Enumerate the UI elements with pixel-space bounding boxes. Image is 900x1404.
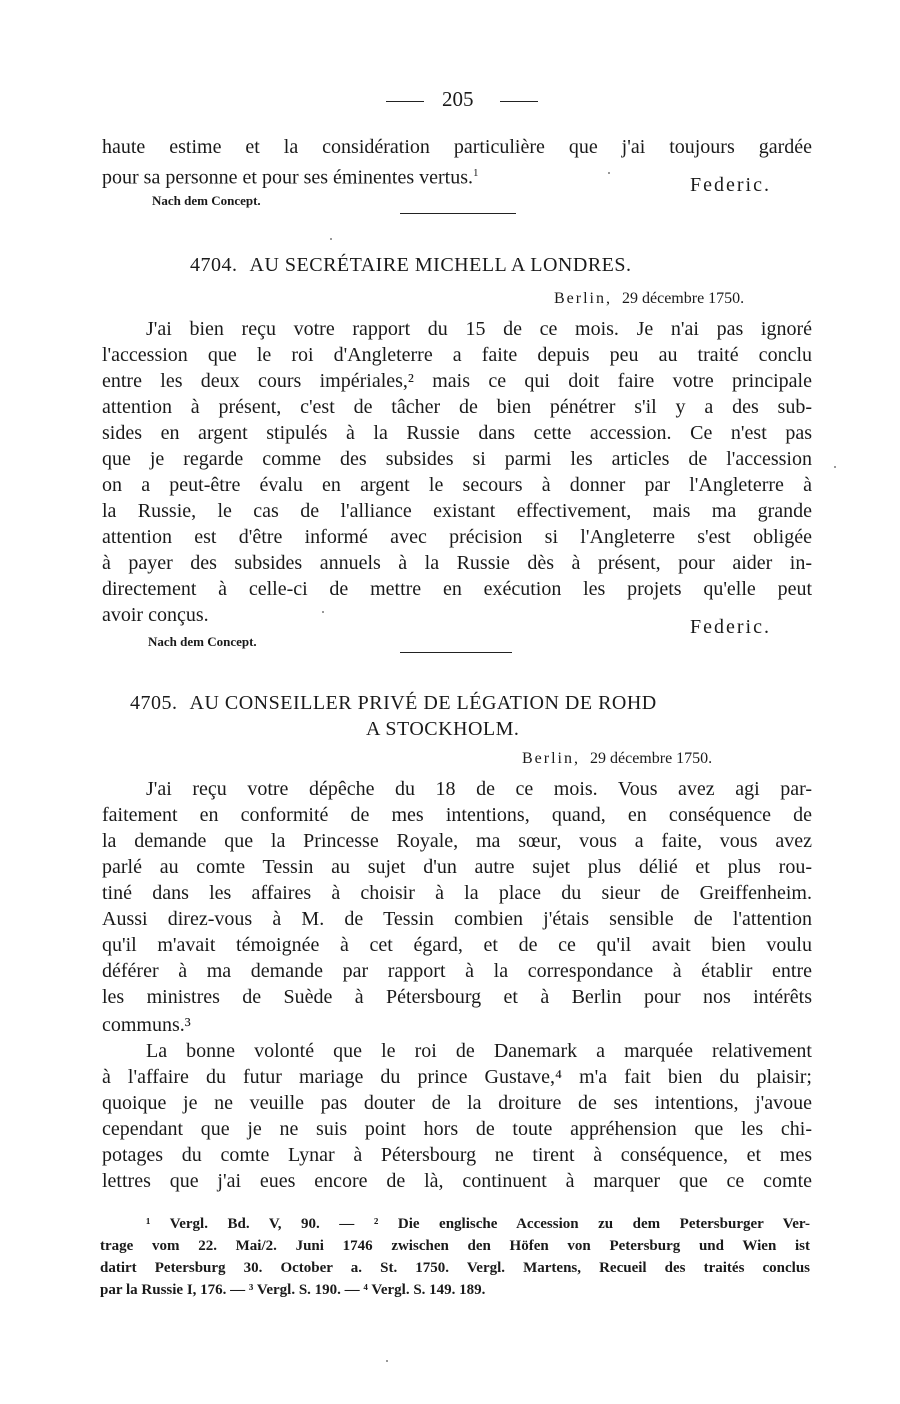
letter-heading xyxy=(190,254,632,277)
header-rule-left xyxy=(386,101,424,102)
body-line: qu'il m'avait témoignée à cet égard, et de ce qu'il avait bien voulu xyxy=(102,934,812,956)
footnote-line: trage vom 22. Mai/2. Juni 1746 zwischen den Höfen von Petersburg und Wien ist xyxy=(100,1238,810,1254)
body-line: directement à celle-ci de mettre en exécution les projets qu'elle peut xyxy=(102,578,812,600)
carryover-line: haute estime et la considération particulière que j'ai toujours gardée xyxy=(102,136,812,158)
body-line: à payer des subsides annuels à la Russie dès à présent, pour aider in- xyxy=(102,552,812,574)
letter-place: Berlin, xyxy=(554,290,612,307)
page-number: 205 xyxy=(442,87,474,111)
section-divider xyxy=(400,652,512,653)
header-rule-right xyxy=(500,101,538,102)
scan-speck xyxy=(386,1360,388,1362)
letter-place: Berlin, xyxy=(522,750,580,767)
body-line: sides en argent stipulés à la Russie dans cette accession. Ce n'est pas xyxy=(102,422,812,444)
footnote-line: datirt Petersburg 30. October a. St. 1750. Vergl. Martens, Recueil des traités conclus xyxy=(100,1260,810,1276)
body-line: quoique je ne veuille pas douter de la droiture de ses intentions, j'avoue xyxy=(102,1092,812,1114)
body-line: la demande que la Princesse Royale, ma sœur, vous a faite, vous avez xyxy=(102,830,812,852)
body-line: déférer à ma demande par rapport à la correspondance à établir entre xyxy=(102,960,812,982)
signature: Federic. xyxy=(690,616,771,638)
body-line: la Russie, le cas de l'alliance existant effectivement, mais ma grande xyxy=(102,500,812,522)
scan-speck xyxy=(608,172,610,174)
body-line: communs.³ xyxy=(102,1014,191,1036)
body-line: La bonne volonté que le roi de Danemark a marquée relativement xyxy=(146,1040,812,1062)
body-line: cependant que je ne suis point hors de toute appréhension que les chi- xyxy=(102,1118,812,1140)
signature: Federic. xyxy=(690,174,771,196)
body-line: Aussi direz-vous à M. de Tessin combien j'étais sensible de l'attention xyxy=(102,908,812,930)
scan-speck xyxy=(834,466,836,468)
footnote-line: par la Russie I, 176. — ³ Vergl. S. 190. — ⁴ Vergl. S. 149. 189. xyxy=(100,1282,486,1298)
body-line: on a peut-être évalu en argent le secours à donner par l'Angleterre à xyxy=(102,474,812,496)
body-line: J'ai reçu votre dépêche du 18 de ce mois. Vous avez agi par- xyxy=(146,778,812,800)
body-line: attention à présent, c'est de tâcher de bien pénétrer s'il y a des sub- xyxy=(102,396,812,418)
letter-title: AU CONSEILLER PRIVÉ DE LÉGATION DE ROHD xyxy=(189,692,657,714)
body-line: que je regarde comme des subsides si parmi les articles de l'accession xyxy=(102,448,812,470)
body-line: attention est d'être informé avec précision si l'Angleterre s'est obligée xyxy=(102,526,812,548)
body-line: J'ai bien reçu votre rapport du 15 de ce mois. Je n'ai pas ignoré xyxy=(146,318,812,340)
letter-date: 29 décembre 1750. xyxy=(590,750,713,767)
letter-dateline xyxy=(554,290,744,308)
body-line: les ministres de Suède à Pétersbourg et à Berlin pour nos intérêts xyxy=(102,986,812,1008)
body-line: tiné dans les affaires à choisir à la place du sieur de Greiffenheim. xyxy=(102,882,812,904)
footnote-line: ¹ Vergl. Bd. V, 90. — ² Die englische Accession zu dem Petersburger Ver- xyxy=(146,1216,810,1232)
body-line: faitement en conformité de mes intentions, quand, en conséquence de xyxy=(102,804,812,826)
body-line: entre les deux cours impériales,² mais ce qui doit faire votre principale xyxy=(102,370,812,392)
letter-number: 4704. xyxy=(190,254,238,276)
letter-heading xyxy=(130,692,657,715)
letter-date: 29 décembre 1750. xyxy=(622,290,745,307)
scan-speck xyxy=(330,238,332,240)
body-line: l'accession que le roi d'Angleterre a faite depuis peu au traité conclu xyxy=(102,344,812,366)
section-divider xyxy=(400,213,516,214)
carryover-line-text: pour sa personne et pour ses éminentes vertus. xyxy=(102,166,474,189)
letter-number: 4705. xyxy=(130,692,178,714)
source-note: Nach dem Concept. xyxy=(148,634,257,649)
letter-dateline xyxy=(522,750,712,768)
body-line: avoir conçus. xyxy=(102,604,209,626)
body-line: parlé au comte Tessin au sujet d'un autre sujet plus délié et plus rou- xyxy=(102,856,812,878)
body-line: à l'affaire du futur mariage du prince Gustave,⁴ m'a fait bien du plaisir; xyxy=(102,1066,812,1088)
body-line: potages du comte Lynar à Pétersbourg ne tirent à conséquence, et mes xyxy=(102,1144,812,1166)
body-line: lettres que j'ai eues encore de là, continuent à marquer que ce comte xyxy=(102,1170,812,1192)
letter-title: AU SECRÉTAIRE MICHELL A LONDRES. xyxy=(249,254,632,276)
source-note: Nach dem Concept. xyxy=(152,193,261,208)
letter-title-continued: A STOCKHOLM. xyxy=(366,718,520,740)
scan-speck xyxy=(322,611,324,613)
footnote-ref: 1 xyxy=(473,167,479,179)
